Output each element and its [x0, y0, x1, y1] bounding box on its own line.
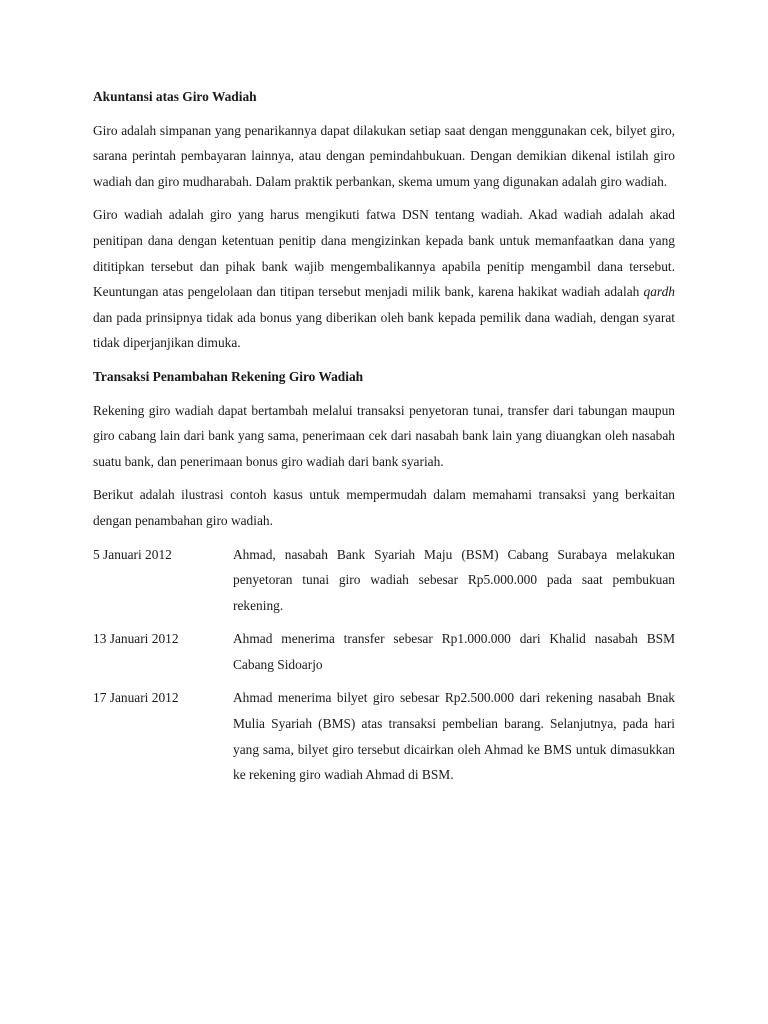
section-heading-akuntansi: Akuntansi atas Giro Wadiah [93, 89, 257, 104]
case-date: 13 Januari 2012 [93, 631, 179, 647]
paragraph-giro-wadiah [93, 202, 675, 356]
paragraph-ilustrasi-intro: Berikut adalah ilustrasi contoh kasus untuk mempermudah dalam memahami transaksi yang berkaitan dengan penambahan giro wadiah. [93, 487, 675, 528]
document-page [93, 84, 675, 796]
case-description: Ahmad menerima bilyet giro sebesar Rp2.500.000 dari rekening nasabah Bnak Mulia Syariah (BMS) atas transaksi pembelian barang. Selanjutnya, pada hari yang sama, bilyet giro tersebut dicairkan oleh Ahmad ke BMS untuk dimasukkan ke rekening giro wadiah Ahmad di BSM. [233, 690, 675, 783]
case-date: 5 Januari 2012 [93, 546, 172, 562]
section-heading-transaksi: Transaksi Penambahan Rekening Giro Wadiah [93, 368, 364, 384]
term-qardh: qardh [643, 284, 675, 300]
paragraph-giro-definition: Giro adalah simpanan yang penarikannya dapat dilakukan setiap saat dengan menggunakan cek, bilyet giro, sarana perintah pembayaran lainnya, atau dengan pemindahbukuan. Dengan demikian dikenal istilah giro wadiah dan giro mudharabah. Dalam praktik perbankan, skema umum yang digunakan adalah giro wadiah. [93, 122, 675, 189]
case-item [93, 542, 675, 619]
case-item [93, 626, 675, 677]
paragraph-giro-wadiah-text-2: dan pada prinsipnya tidak ada bonus yang diberikan oleh bank kepada pemilik dana wadiah, dengan syarat tidak diperjanjikan dimuka. [93, 309, 675, 351]
paragraph-giro-wadiah-text-1: Giro wadiah adalah giro yang harus mengikuti fatwa DSN tentang wadiah. Akad wadiah adalah akad penitipan dana dengan ketentuan penitip dana mengizinkan kepada bank untuk memanfaatkan dana yang dititipkan tersebut dan pihak bank wajib mengembalikannya apabila penitip mengambil dana tersebut. Keuntungan atas pengelolaan dan titipan tersebut menjadi milik bank, karena hakikat wadiah adalah [93, 207, 675, 300]
case-date: 17 Januari 2012 [93, 690, 179, 706]
paragraph-rekening-bertambah: Rekening giro wadiah dapat bertambah melalui transaksi penyetoran tunai, transfer dari tabungan maupun giro cabang lain dari bank yang sama, penerimaan cek dari nasabah bank lain yang diuangkan oleh nasabah suatu bank, dan penerimaan bonus giro wadiah dari bank syariah. [93, 402, 675, 469]
case-description: Ahmad, nasabah Bank Syariah Maju (BSM) Cabang Surabaya melakukan penyetoran tunai giro wadiah sebesar Rp5.000.000 pada saat pembukuan rekening. [233, 546, 675, 613]
case-list [93, 542, 675, 788]
case-description: Ahmad menerima transfer sebesar Rp1.000.000 dari Khalid nasabah BSM Cabang Sidoarjo [233, 631, 675, 672]
case-item [93, 685, 675, 787]
